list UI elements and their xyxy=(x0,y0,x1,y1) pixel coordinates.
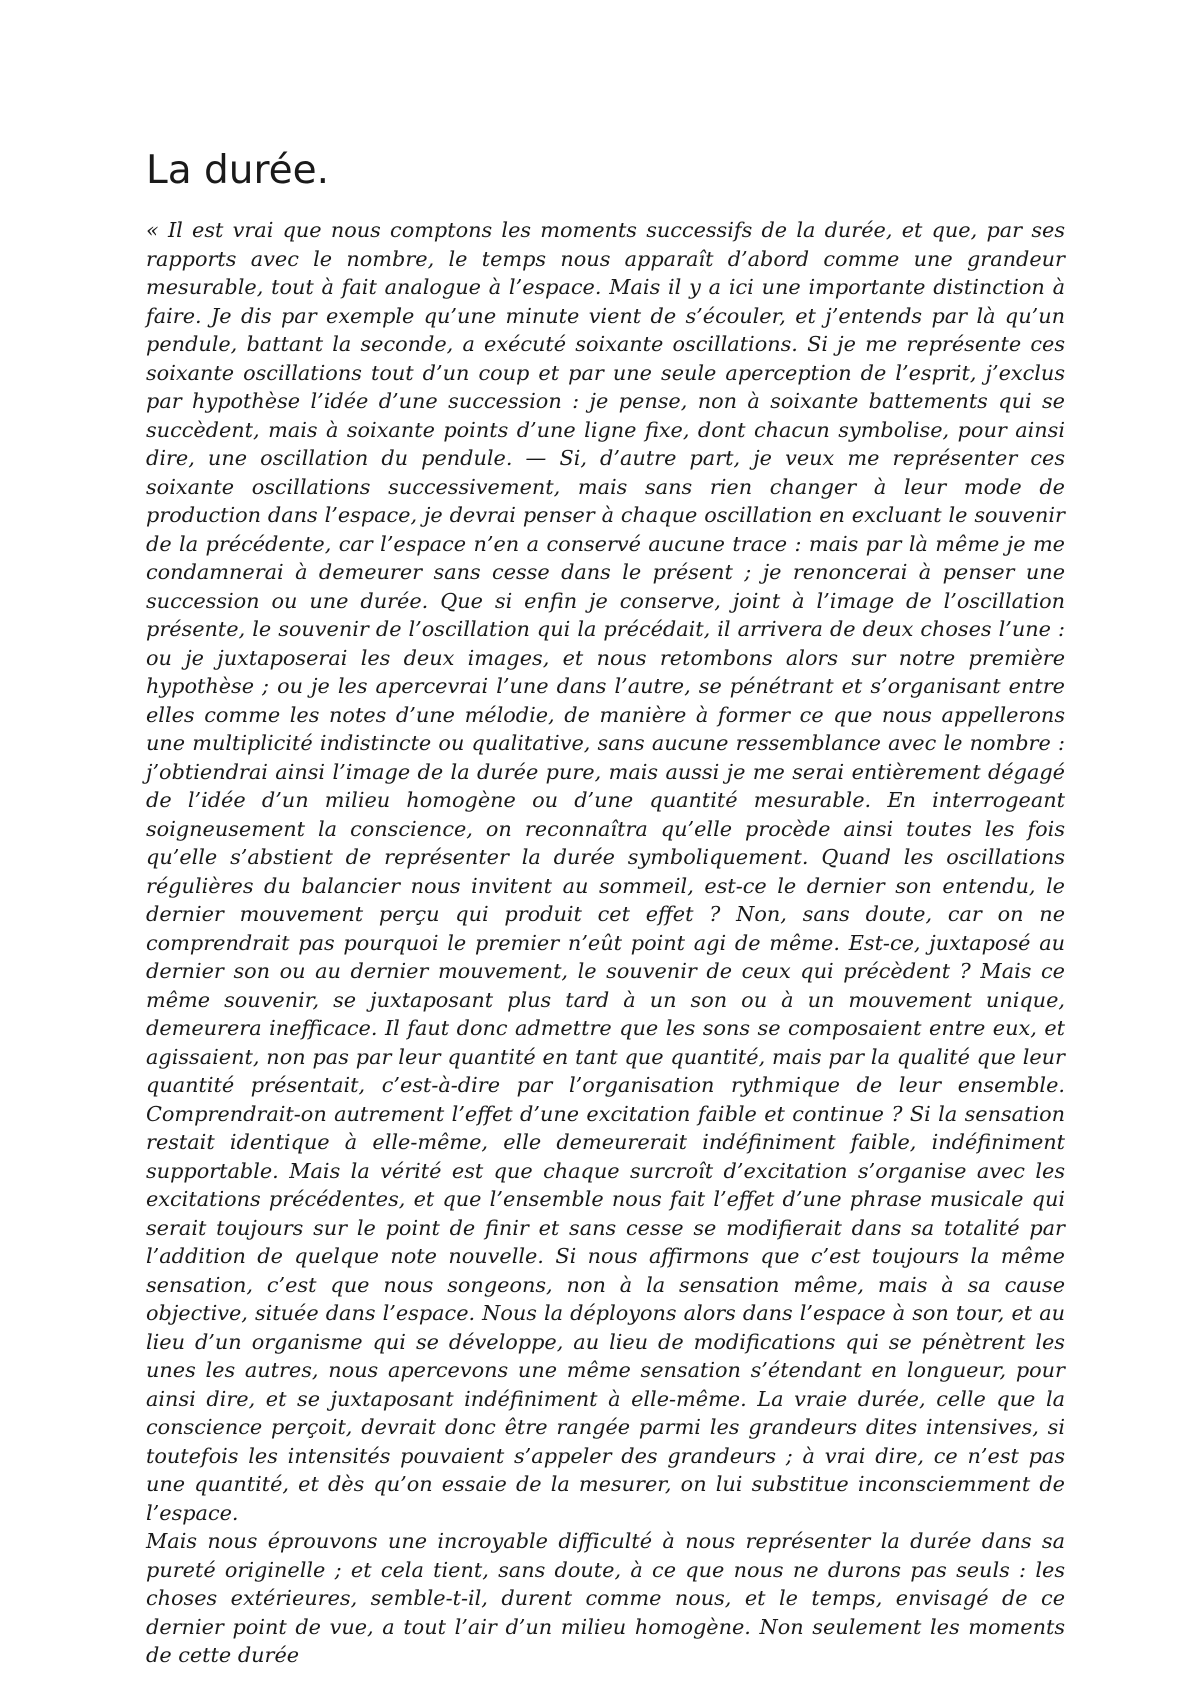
document-page xyxy=(146,148,1065,1670)
body-paragraph: Mais nous éprouvons une incroyable difficulté à nous représenter la durée dans sa pureté originelle ; et cela tient, sans doute, à ce que nous ne durons pas seuls : les choses extérieures, semble-t-il, durent comme nous, et le temps, envisagé de ce dernier point de vue, a tout l’air d’un milieu homogène. Non seulement les moments de cette durée xyxy=(146,1529,1065,1667)
document-title: La durée. xyxy=(146,148,330,193)
document-body xyxy=(146,216,1065,1670)
body-paragraph: « Il est vrai que nous comptons les moments successifs de la durée, et que, par ses rapports avec le nombre, le temps nous apparaît d’abord comme une grandeur mesurable, tout à fait analogue à l’espace. Mais il y a ici une importante distinction à faire. Je dis par exemple qu’une minute vient de s’écouler, et j’entends par là qu’un pendule, battant la seconde, a exécuté soixante oscillations. Si je me représente ces soixante oscillations tout d’un coup et par une seule aperception de l’esprit, j’exclus par hypothèse l’idée d’une succession : je pense, non à soixante battements qui se succèdent, mais à soixante points d’une ligne fixe, dont chacun symbolise, pour ainsi dire, une oscillation du pendule. — Si, d’autre part, je veux me représenter ces soixante oscillations successivement, mais sans rien changer à leur mode de production dans l’espace, je devrai penser à chaque oscillation en excluant le souvenir de la précédente, car l’espace n’en a conservé aucune trace : mais par là même je me condamnerai à demeurer sans cesse dans le présent ; je renoncerai à penser une succession ou une durée. Que si enfin je conserve, joint à l’image de l’oscillation présente, le souvenir de l’oscillation qui la précédait, il arrivera de deux choses l’une : ou je juxtaposerai les deux images, et nous retombons alors sur notre première hypothèse ; ou je les apercevrai l’une dans l’autre, se pénétrant et s’organisant entre elles comme les notes d’une mélodie, de manière à former ce que nous appellerons une multiplicité indistincte ou qualitative, sans aucune ressemblance avec le nombre : j’obtiendrai ainsi l’image de la durée pure, mais aussi je me serai entièrement dégagé de l’idée d’un milieu homogène ou d’une quantité mesurable. En interrogeant soigneusement la conscience, on reconnaîtra qu’elle procède ainsi toutes les fois qu’elle s’abstient de représenter la durée symboliquement. Quand les oscillations régulières du balancier nous invitent au sommeil, est-ce le dernier son entendu, le dernier mouvement perçu qui produit cet effet ? Non, sans doute, car on ne comprendrait pas pourquoi le premier n’eût point agi de même. Est-ce, juxtaposé au dernier son ou au dernier mouvement, le souvenir de ceux qui précèdent ? Mais ce même souvenir, se juxtaposant plus tard à un son ou à un mouvement unique, demeurera inefficace. Il faut donc admettre que les sons se composaient entre eux, et agissaient, non pas par leur quantité en tant que quantité, mais par la qualité que leur quantité présentait, c’est-à-dire par l’organisation rythmique de leur ensemble. Comprendrait-on autrement l’effet d’une excitation faible et continue ? Si la sensation restait identique à elle-même, elle demeurerait indéfiniment faible, indéfiniment supportable. Mais la vérité est que chaque surcroît d’excitation s’organise avec les excitations précédentes, et que l’ensemble nous fait l’effet d’une phrase musicale qui serait toujours sur le point de finir et sans cesse se modifierait dans sa totalité par l’addition de quelque note nouvelle. Si nous affirmons que c’est toujours la même sensation, c’est que nous songeons, non à la sensation même, mais à sa cause objective, située dans l’espace. Nous la déployons alors dans l’espace à son tour, et au lieu d’un organisme qui se développe, au lieu de modifications qui se pénètrent les unes les autres, nous apercevons une même sensation s’étendant en longueur, pour ainsi dire, et se juxtaposant indéfiniment à elle-même. La vraie durée, celle que la conscience perçoit, devrait donc être rangée parmi les grandeurs dites intensives, si toutefois les intensités pouvaient s’appeler des grandeurs ; à vrai dire, ce n’est pas une quantité, et dès qu’on essaie de la mesurer, on lui substitue inconsciemment de l’espace. xyxy=(146,218,1065,1525)
